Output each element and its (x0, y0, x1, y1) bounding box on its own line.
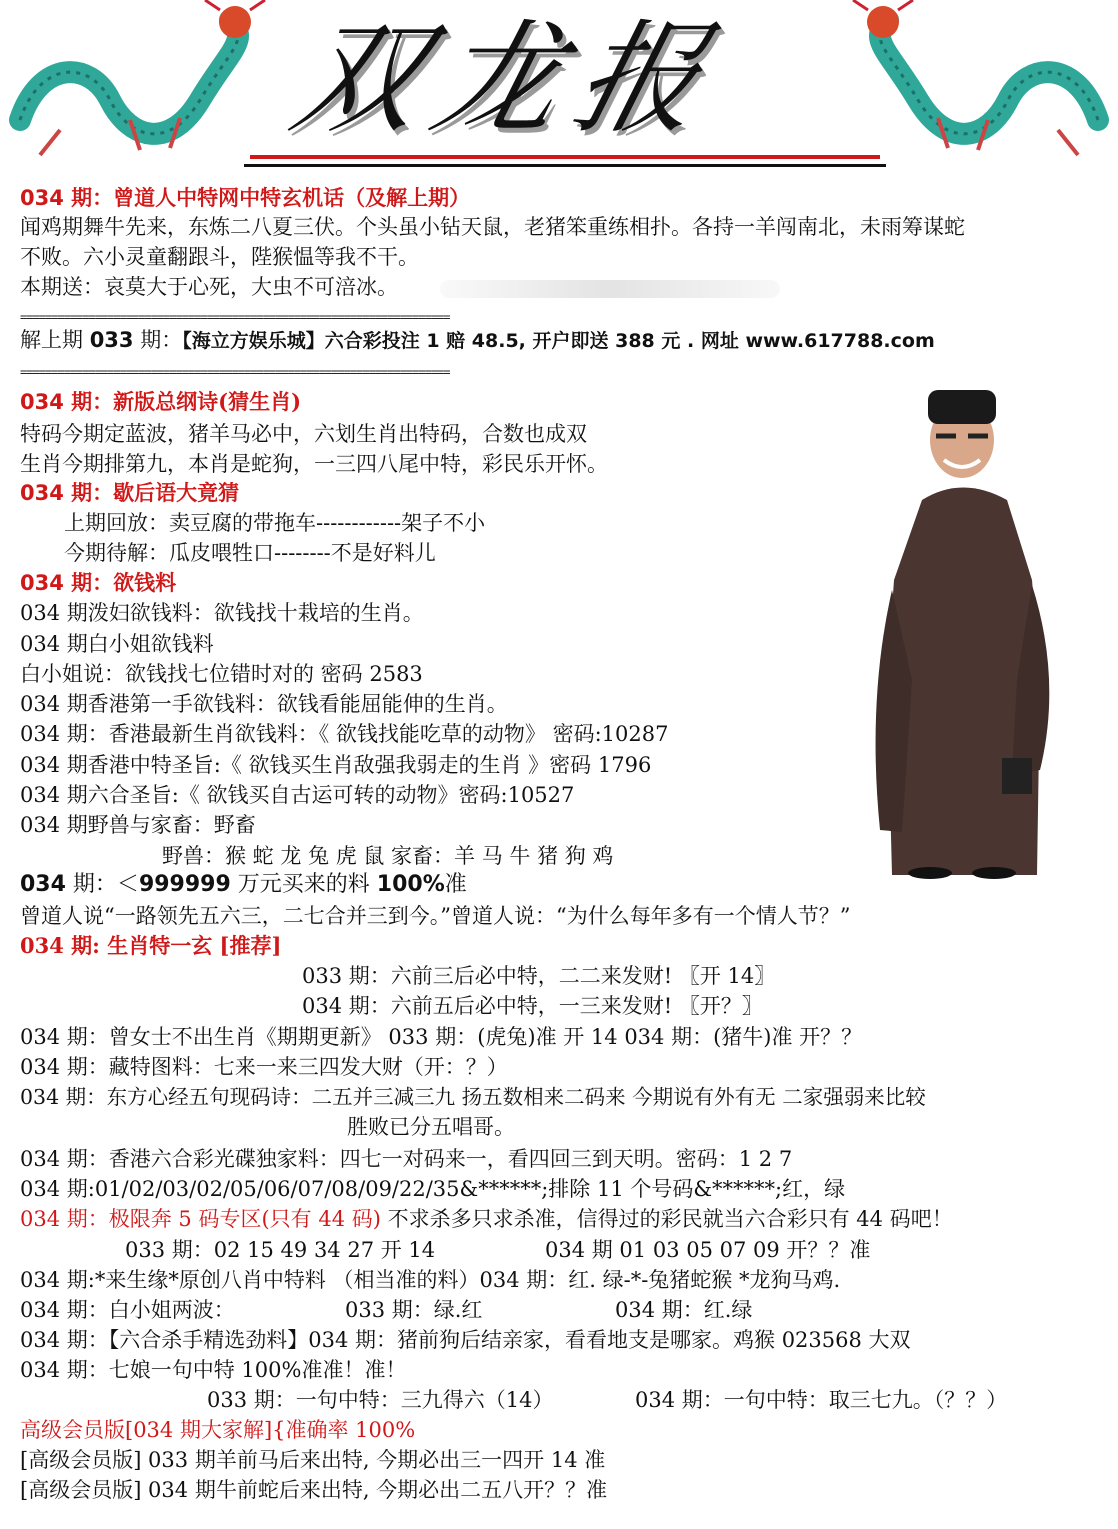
misc-line4: 034 期：香港六合彩光碟独家料：四七一对码来一，看四回三到天明。密码：1 2 7 (20, 1147, 793, 1171)
s2-heading-text: 新版总纲诗(猜生肖) (113, 389, 302, 414)
newspaper-title: 双龙报 (280, 8, 736, 150)
ad-line (20, 326, 935, 355)
misc-line2: 034 期：藏特图料：七来一来三四发大财（开：？） (20, 1055, 508, 1079)
s4-line: 034 期泼妇欲钱料：欲钱找十栽培的生肖。 (20, 601, 424, 625)
s3-heading-text: 歇后语大竟猜 (113, 480, 240, 505)
s4-line: 白小姐说：欲钱找七位错时对的 密码 2583 (20, 662, 423, 686)
ad-suffix: 期： (140, 328, 183, 352)
separator-top: ===================================================================== (20, 311, 450, 324)
s6-line2: 034 期：六前五后必中特，一三来发财! 〖开？〗 (302, 994, 763, 1018)
misc-line7a: 033 期：02 15 49 34 27 开 14 (125, 1238, 436, 1262)
s3-period: 034 期： (20, 481, 114, 505)
vip-line1: [高级会员版] 033 期羊前马后来出特, 今期必出三一四开 14 准 (20, 1448, 606, 1472)
misc-line6-red: 034 期：极限奔 5 码专区(只有 44 码) (20, 1207, 381, 1231)
s1-heading (20, 184, 470, 212)
s6-line1: 033 期：六前三后必中特，二二来发财! 〖开 14〗 (302, 964, 776, 988)
s4-line: 034 期香港第一手欲钱料：欲钱看能屈能伸的生肖。 (20, 692, 508, 716)
misc-line6 (20, 1205, 953, 1233)
s5-big: 999999 (138, 872, 231, 897)
misc-line1: 034 期：曾女士不出生肖《期期更新》 033 期：(虎兔)准 开 14 034 期：(猪牛)准 开？？ (20, 1025, 863, 1049)
s2-period: 034 期： (20, 390, 114, 414)
s4-line: 034 期野兽与家畜：野畜 (20, 813, 256, 837)
s2-line1: 特码今期定蓝波，猪羊马必中，六划生肖出特码，合数也成双 (20, 422, 587, 446)
s3-line1: 上期回放：卖豆腐的带拖车------------架子不小 (64, 511, 486, 535)
misc-line8: 034 期:*来生缘*原创八肖中特料 （相当准的料）034 期：红. 绿-*-兔猪蛇猴 *龙狗马鸡. (20, 1268, 841, 1292)
vip-line2: [高级会员版] 034 期牛前蛇后来出特, 今期必出二五八开？？准 (20, 1478, 608, 1502)
s1-line1: 闻鸡期舞牛先来，东炼二八夏三伏。个头虽小钻天鼠，老猪笨重练相扑。各持一羊闯南北，未雨筹谋蛇 (20, 215, 965, 239)
s6-heading: 034 期: 生肖特一玄 [推荐] (20, 933, 282, 958)
man-in-robe-illustration (862, 380, 1062, 880)
separator-bottom: ===================================================================== (20, 366, 450, 379)
s5-end: 准 (444, 872, 467, 897)
s5-quote: 曾道人说“一路领先五六三，二七合并三到今。”曾道人说：“为什么每年多有一个情人节？” (20, 904, 851, 928)
misc-line12a: 033 期：一句中特：三九得六（14） (207, 1388, 554, 1412)
misc-line9b: 033 期：绿.红 (345, 1298, 483, 1322)
s5-line (20, 871, 467, 899)
s5-period: 034 (20, 872, 66, 897)
dragon-right-icon (838, 0, 1118, 180)
s4-line: 034 期：香港最新生肖欲钱料：《 欲钱找能吃草的动物》 密码:10287 (20, 722, 669, 746)
s3-heading (20, 479, 239, 507)
masthead (0, 0, 1118, 185)
title-underline-black (244, 164, 886, 167)
s5-pct: 100% (376, 872, 445, 897)
s2-line2: 生肖今期排第九，本肖是蛇狗，一三四八尾中特，彩民乐开怀。 (20, 452, 608, 476)
newspaper-title-block (250, 10, 870, 170)
s5-mid2: 万元买来的料 (230, 872, 377, 897)
s2-heading (20, 388, 301, 416)
blur-smudge (440, 280, 780, 298)
s4-line: 034 期香港中特圣旨:《 欲钱买生肖敌强我弱走的生肖 》密码 1796 (20, 753, 652, 777)
misc-line10: 034 期：【六合杀手精选劲料】034 期：猪前狗后结亲家，看看地支是哪家。鸡猴 023568 大双 (20, 1328, 911, 1352)
misc-line3a: 034 期：东方心经五句现码诗：二五并三减三九 扬五数相来二码来 今期说有外有无 二家强弱来比较 (20, 1085, 926, 1109)
ad-text: 【海立方娱乐城】六合彩投注 1 赔 48.5, 开户即送 388 元 . 网址 www.617788.com (182, 330, 935, 352)
animals-line: 野兽：猴 蛇 龙 兔 虎 鼠 家畜：羊 马 牛 猪 狗 鸡 (162, 844, 614, 868)
misc-line3b: 胜败已分五唱哥。 (347, 1115, 515, 1139)
misc-line12b: 034 期：一句中特：取三七九。（？？） (635, 1388, 1008, 1412)
misc-line9a: 034 期：白小姐两波： (20, 1298, 235, 1322)
misc-line7b: 034 期 01 03 05 07 09 开？？准 (545, 1238, 871, 1262)
s4-period: 034 期： (20, 571, 114, 595)
s1-line3: 本期送：哀莫大于心死，大虫不可涪冰。 (20, 275, 398, 299)
misc-line5: 034 期:01/02/03/02/05/06/07/08/09/22/35&******;排除 11 个号码&******;红，绿 (20, 1177, 846, 1201)
s4-heading (20, 569, 176, 597)
s4-heading-text: 欲钱料 (113, 570, 177, 595)
ad-prefix: 解上期 (20, 328, 83, 352)
misc-line11: 034 期：七娘一句中特 100%准准！准！ (20, 1358, 407, 1382)
s1-line2: 不败。六小灵童翻跟斗，陛猴愠等我不干。 (20, 245, 419, 269)
misc-line9c: 034 期：红.绿 (615, 1298, 753, 1322)
ad-period: 033 (89, 328, 134, 352)
s4-line: 034 期白小姐欲钱料 (20, 632, 214, 656)
title-underline-red (250, 155, 880, 159)
s1-heading-text: 曾道人中特网中特玄机话（及解上期） (113, 185, 471, 210)
misc-line6-black: 不求杀多只求杀准，信得过的彩民就当六合彩只有 44 码吧！ (387, 1207, 953, 1231)
s3-line2: 今期待解：瓜皮喂牲口--------不是好料儿 (64, 541, 436, 565)
s1-period: 034 期： (20, 186, 114, 210)
s4-line: 034 期六合圣旨:《 欲钱买自古运可转的动物》密码:10527 (20, 783, 575, 807)
vip-heading: 高级会员版[034 期大家解]{准确率 100% (20, 1418, 416, 1442)
s5-mid: 期：＜ (65, 872, 139, 897)
dragon-left-icon (0, 0, 280, 180)
